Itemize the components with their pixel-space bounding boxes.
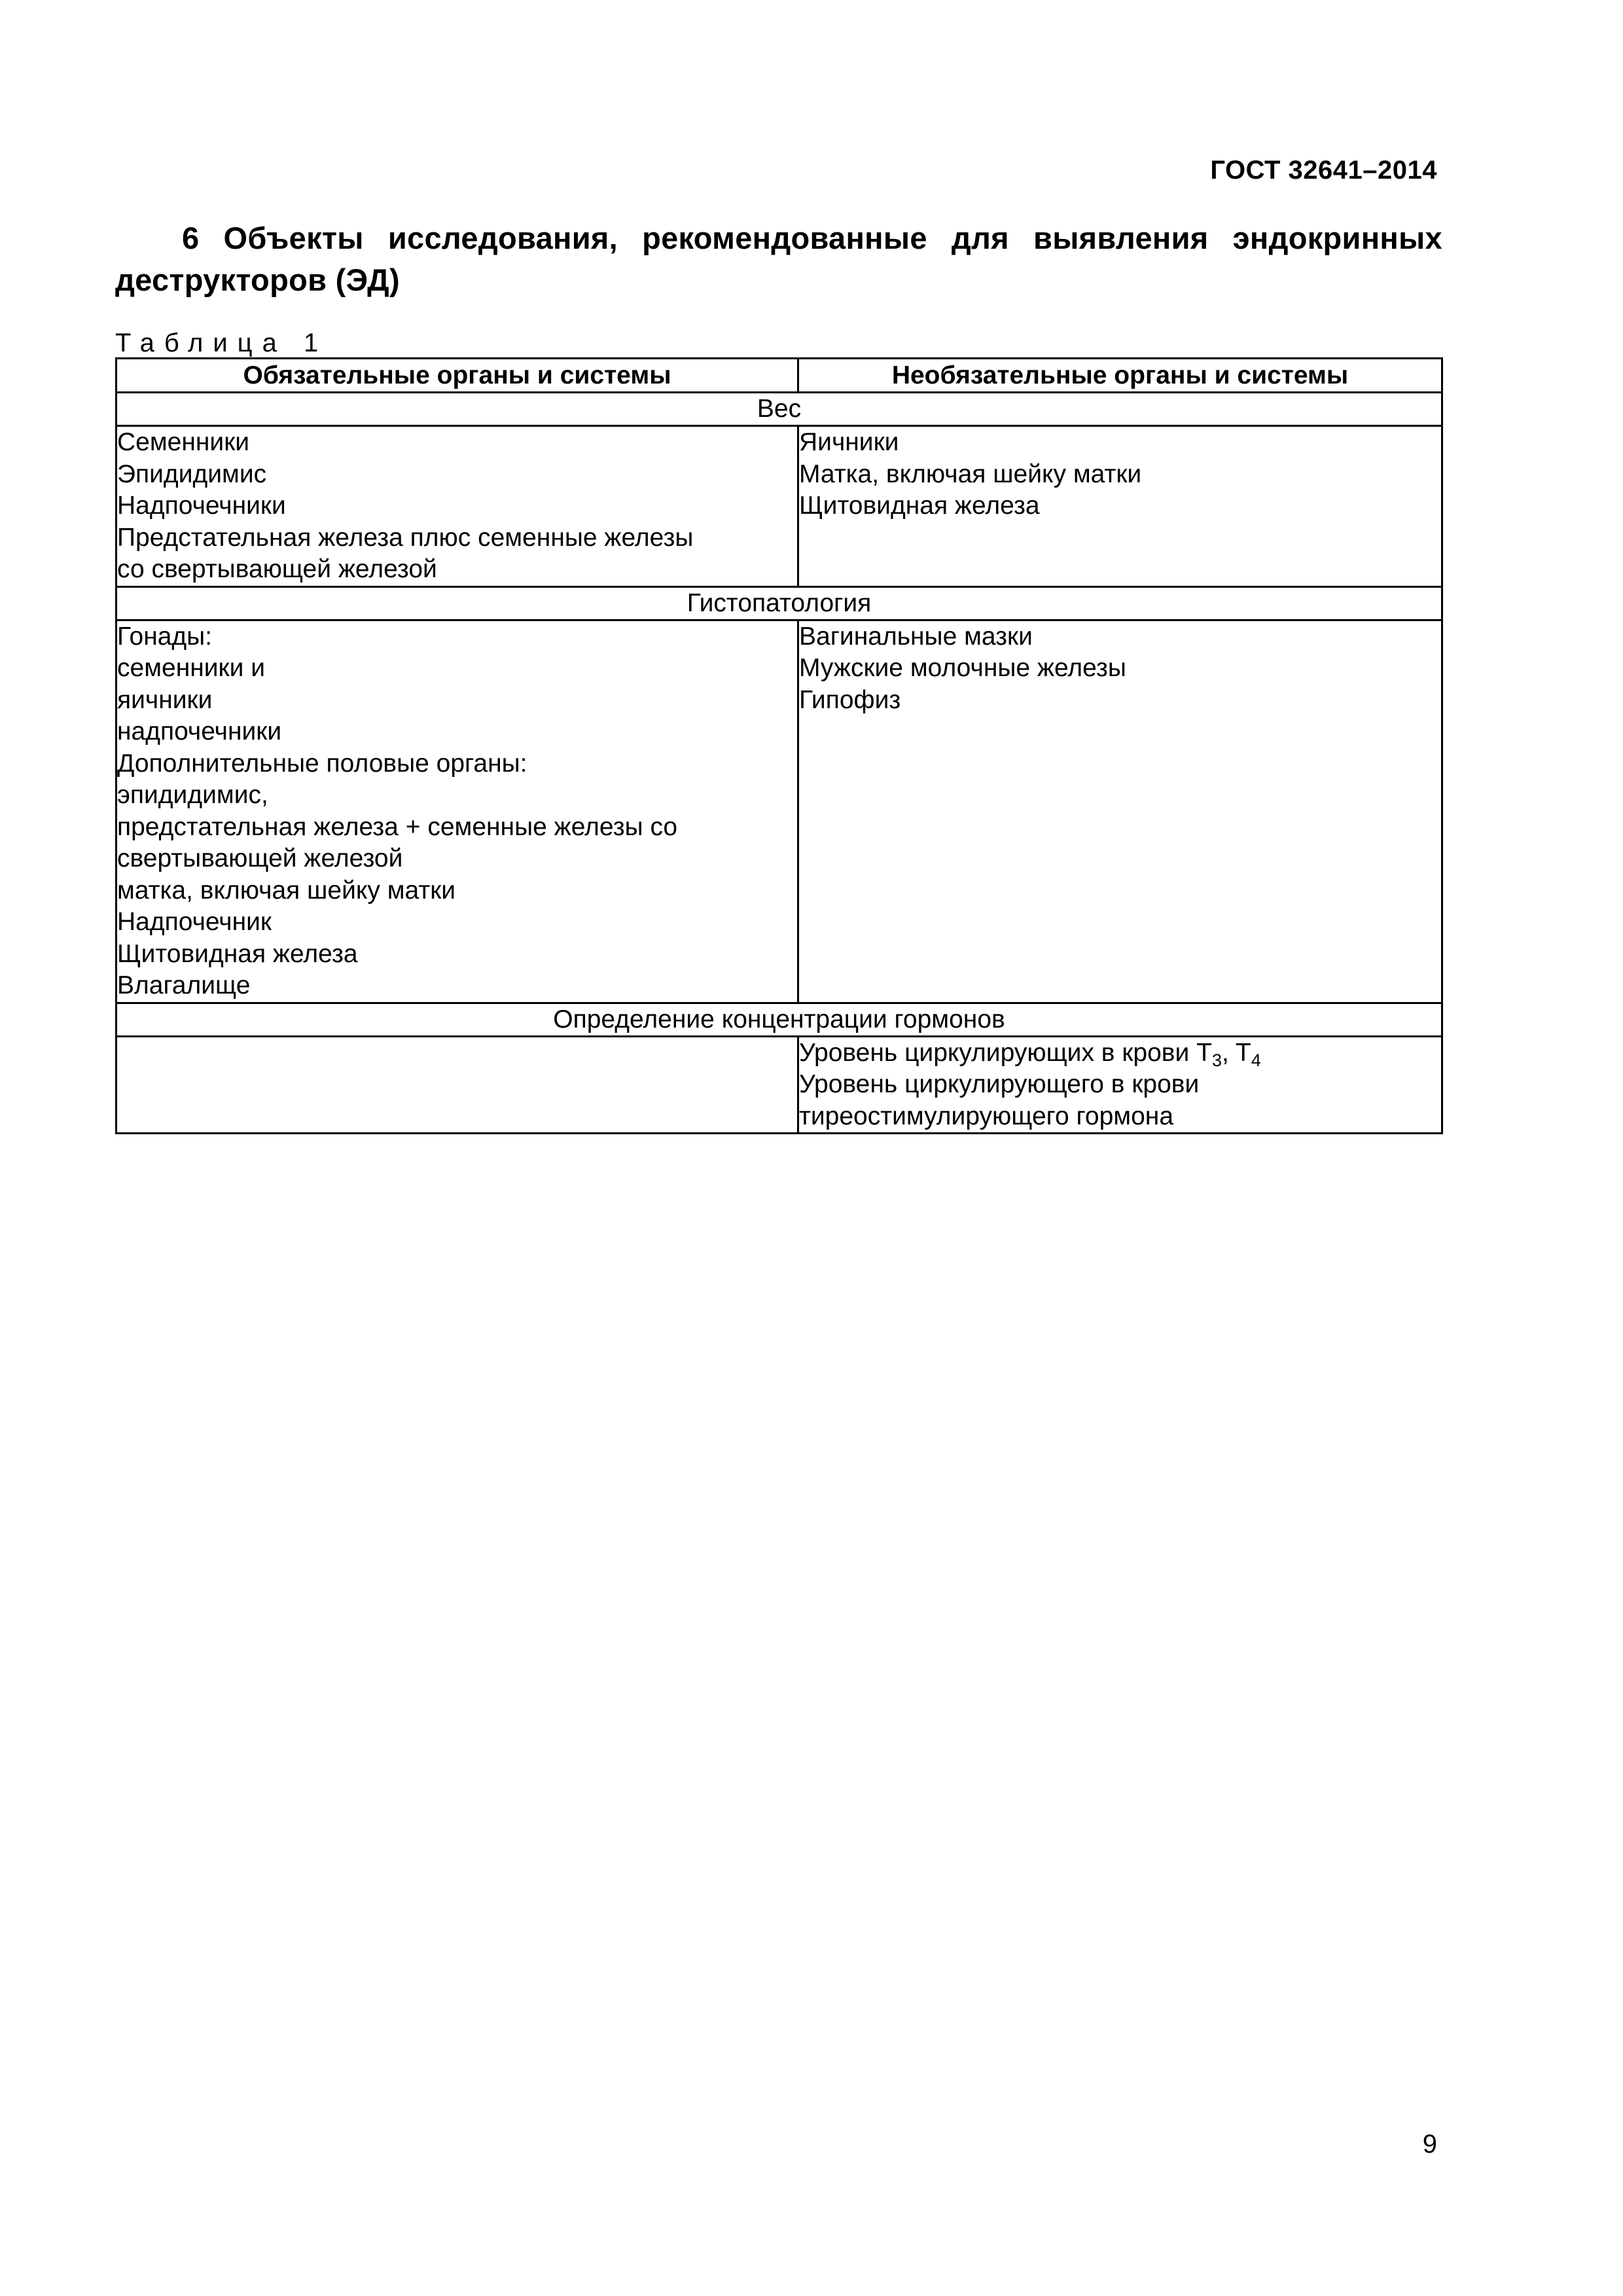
page-number: 9 — [1422, 2130, 1437, 2159]
group-title-histopathology: Гистопатология — [116, 586, 1442, 620]
table-caption: Таблица 1 — [115, 329, 329, 357]
list-item: Влагалище — [117, 971, 251, 999]
t4-subscript: 4 — [1251, 1050, 1261, 1070]
list-item: Надпочечники — [117, 492, 286, 520]
group-row-weight — [116, 393, 1442, 426]
list-item: Мужские молочные железы — [799, 654, 1126, 682]
list-item: Щитовидная железа — [799, 492, 1040, 520]
group-title-weight: Вес — [116, 393, 1442, 426]
list-item: Щитовидная железа — [117, 939, 358, 968]
table-row-weight — [116, 426, 1442, 587]
table-row-histopathology — [116, 620, 1442, 1003]
table-row-hormones — [116, 1036, 1442, 1134]
table-header-row — [116, 359, 1442, 393]
list-item: Дополнительные половые органы: — [117, 749, 527, 778]
list-item-text: Уровень циркулирующих в крови T — [799, 1038, 1212, 1067]
list-item: эпидидимис, — [117, 781, 268, 809]
t3-subscript: 3 — [1211, 1050, 1222, 1070]
list-item: надпочечники — [117, 717, 282, 745]
list-item: семенники и — [117, 654, 266, 682]
list-item: свертывающей железой — [117, 844, 403, 872]
optional-cell-weight — [798, 426, 1442, 587]
required-cell-weight — [116, 426, 798, 587]
list-item: яичники — [117, 685, 213, 714]
list-item-thyroid-hormones — [799, 1037, 1441, 1069]
list-item: Яичники — [799, 428, 899, 456]
list-item: Предстательная железа плюс семенные железы — [117, 523, 694, 552]
list-item: Семенники — [117, 428, 250, 456]
organs-table — [115, 357, 1443, 1134]
list-item: матка, включая шейку матки — [117, 876, 456, 905]
list-item: тиреостимулирующего гормона — [799, 1102, 1174, 1130]
group-row-histopathology — [116, 586, 1442, 620]
required-cell-histopathology — [116, 620, 798, 1003]
list-item: Эпидидимис — [117, 459, 267, 488]
group-title-hormones: Определение концентрации гормонов — [116, 1003, 1442, 1036]
optional-cell-hormones — [798, 1036, 1442, 1134]
list-item: Матка, включая шейку матки — [799, 459, 1142, 488]
header-required: Обязательные органы и системы — [116, 359, 798, 393]
list-item-separator: , T — [1221, 1038, 1251, 1067]
list-item: Гипофиз — [799, 685, 901, 714]
list-item: предстательная железа + семенные железы со — [117, 812, 678, 841]
list-item: Гонады: — [117, 622, 213, 651]
list-item: Вагинальные мазки — [799, 622, 1033, 651]
header-optional: Необязательные органы и системы — [798, 359, 1442, 393]
list-item: со свертывающей железой — [117, 555, 437, 583]
optional-cell-histopathology — [798, 620, 1442, 1003]
group-row-hormones — [116, 1003, 1442, 1036]
section-title: 6 Объекты исследования, рекомендованные для выявления эндокринных деструкторов (ЭД) — [115, 221, 1442, 297]
standard-id: ГОСТ 32641–2014 — [1210, 156, 1437, 185]
list-item: Уровень циркулирующего в крови — [799, 1070, 1200, 1098]
list-item: Надпочечник — [117, 908, 272, 936]
required-cell-hormones — [116, 1036, 798, 1134]
